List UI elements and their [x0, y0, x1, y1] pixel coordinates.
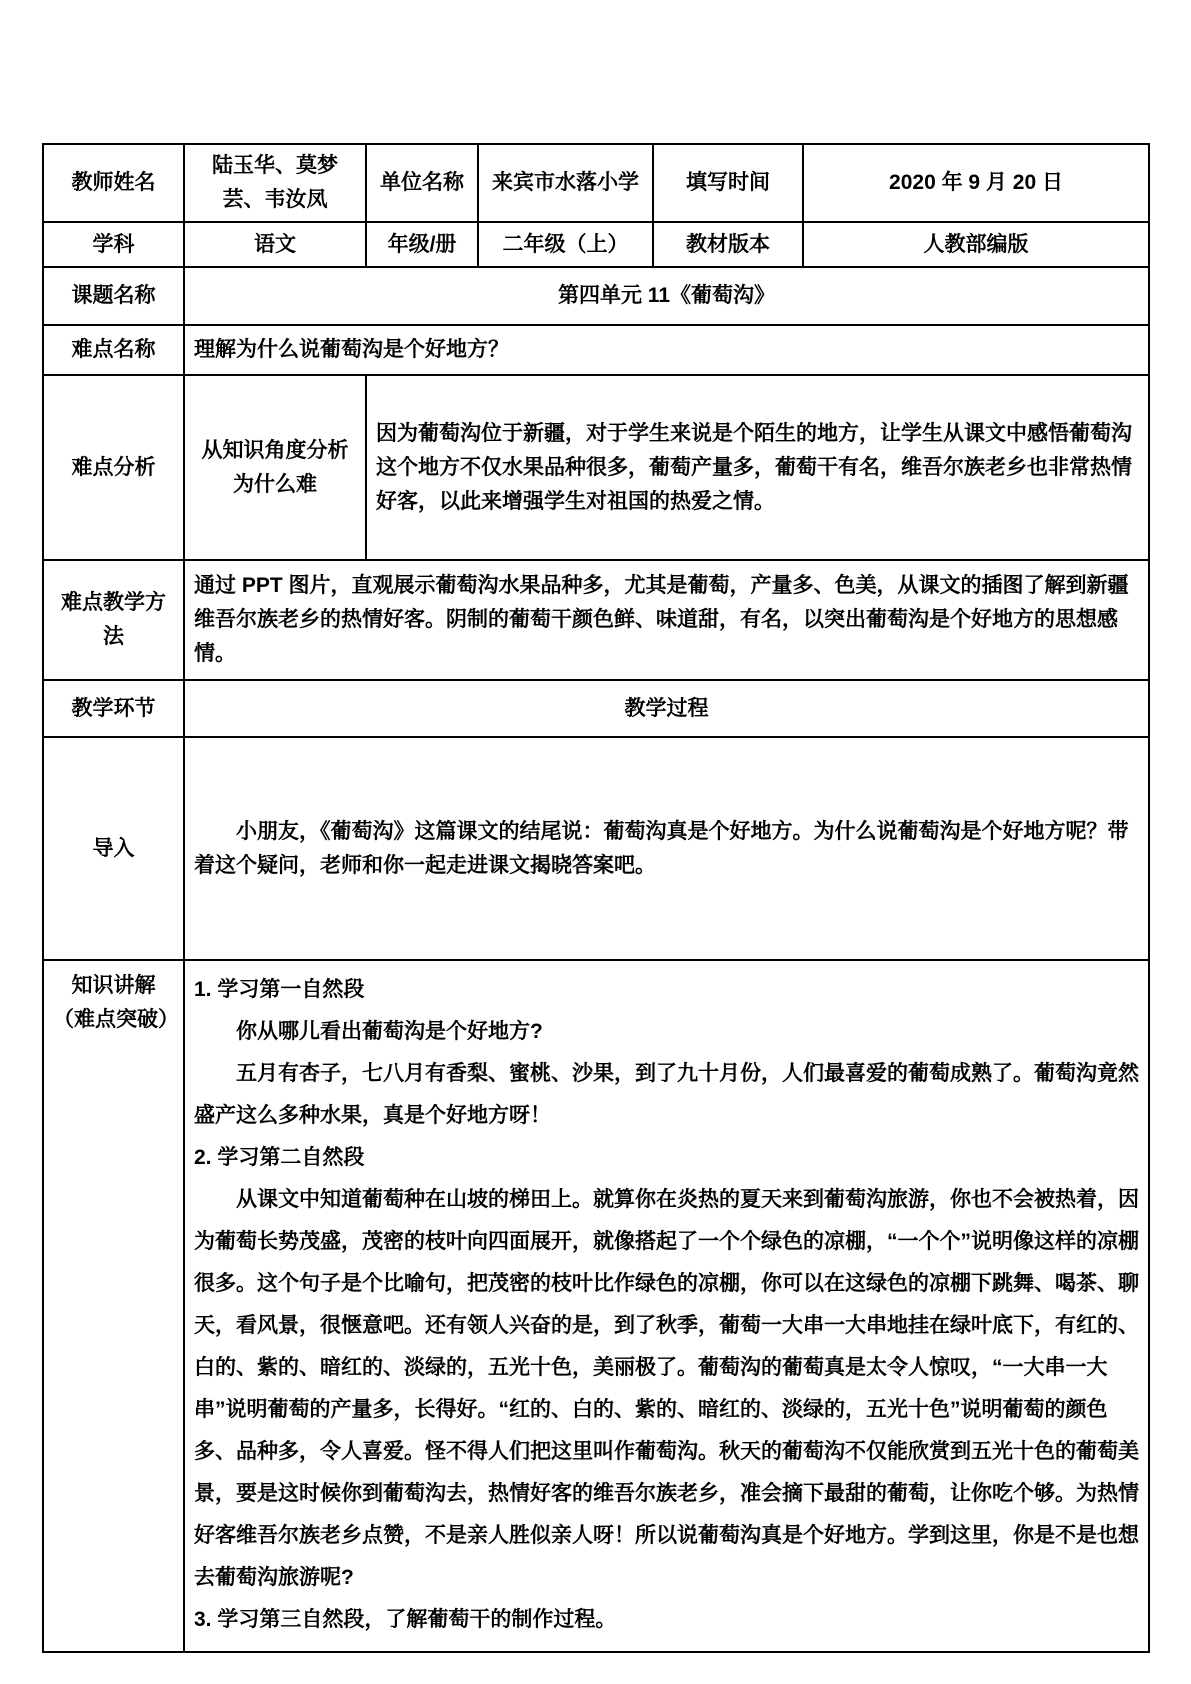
fill-time-value: 2020 年 9 月 20 日: [803, 144, 1149, 222]
knowledge-paragraph-5: 从课文中知道葡萄种在山坡的梯田上。就算你在炎热的夏天来到葡萄沟旅游，你也不会被热着，因为葡萄长势茂盛，茂密的枝叶向四面展开，就像搭起了一个个绿色的凉棚，“一个个”说明像这样的凉棚很多。这个句子是个比喻句，把茂密的枝叶比作绿色的凉棚，你可以在这绿色的凉棚下跳舞、喝茶、聊天，看风景，很惬意吧。还有领人兴奋的是，到了秋季，葡萄一大串一大串地挂在绿叶底下，有红的、白的、紫的、暗红的、淡绿的，五光十色，美丽极了。葡萄沟的葡萄真是太令人惊叹，“一大串一大串”说明葡萄的产量多，长得好。“红的、白的、紫的、暗红的、淡绿的，五光十色”说明葡萄的颜色多、品种多，令人喜爱。怪不得人们把这里叫作葡萄沟。秋天的葡萄沟不仅能欣赏到五光十色的葡萄美景，要是这时候你到葡萄沟去，热情好客的维吾尔族老乡，准会摘下最甜的葡萄，让你吃个够。为热情好客维吾尔族老乡点赞，不是亲人胜似亲人呀！所以说葡萄沟真是个好地方。学到这里，你是不是也想去葡萄沟旅游呢?: [194, 1188, 1139, 1589]
knowledge-label-line1: 知识讲解: [71, 974, 156, 997]
edition-label: 教材版本: [653, 222, 803, 267]
edition-value: 人教部编版: [803, 222, 1149, 267]
row-topic: [43, 267, 1149, 325]
knowledge-paragraph-6: 3. 学习第三自然段，了解葡萄干的制作过程。: [194, 1608, 617, 1631]
knowledge-label-line2: （难点突破）: [53, 1008, 179, 1031]
grade-label: 年级/册: [366, 222, 478, 267]
row-teaching-stage: [43, 680, 1149, 737]
knowledge-paragraph-4: 2. 学习第二自然段: [194, 1146, 365, 1169]
subject-value: 语文: [184, 222, 366, 267]
intro-paragraph: 小朋友，《葡萄沟》这篇课文的结尾说：葡萄沟真是个好地方。为什么说葡萄沟是个好地方呢？带着这个疑问，老师和你一起走进课文揭晓答案吧。: [194, 819, 1129, 877]
knowledge-label: [43, 960, 184, 1652]
unit-name-value: 来宾市水落小学: [478, 144, 653, 222]
difficulty-analysis-aspect: 从知识角度分析为什么难: [184, 375, 366, 560]
row-difficulty-method: [43, 560, 1149, 680]
row-knowledge: [43, 960, 1149, 1652]
intro-label: 导入: [43, 737, 184, 960]
grade-value: 二年级（上）: [478, 222, 653, 267]
row-difficulty-analysis: [43, 375, 1149, 560]
row-difficulty-name: [43, 325, 1149, 375]
difficulty-name-value: 理解为什么说葡萄沟是个好地方？: [184, 325, 1149, 375]
subject-label: 学科: [43, 222, 184, 267]
row-subject-info: [43, 222, 1149, 267]
row-teacher-info: [43, 144, 1149, 222]
knowledge-paragraph-2: 你从哪儿看出葡萄沟是个好地方?: [236, 1020, 543, 1043]
lesson-plan-table: [42, 143, 1150, 1653]
knowledge-paragraph-1: 1. 学习第一自然段: [194, 978, 365, 1001]
knowledge-content: [184, 960, 1149, 1652]
teacher-name-label: 教师姓名: [43, 144, 184, 222]
topic-label: 课题名称: [43, 267, 184, 325]
teacher-name-value: 陆玉华、莫梦芸、韦汝凤: [184, 144, 366, 222]
row-intro: [43, 737, 1149, 960]
intro-content: [184, 737, 1149, 960]
topic-value: 第四单元 11《葡萄沟》: [184, 267, 1149, 325]
unit-name-label: 单位名称: [366, 144, 478, 222]
lesson-plan-document: [42, 143, 1150, 1653]
teaching-stage-label: 教学环节: [43, 680, 184, 737]
difficulty-method-label: 难点教学方法: [43, 560, 184, 680]
teaching-process-value: 教学过程: [184, 680, 1149, 737]
difficulty-analysis-content: 因为葡萄沟位于新疆，对于学生来说是个陌生的地方，让学生从课文中感悟葡萄沟这个地方不仅水果品种很多，葡萄产量多，葡萄干有名，维吾尔族老乡也非常热情好客，以此来增强学生对祖国的热爱之情。: [366, 375, 1149, 560]
fill-time-label: 填写时间: [653, 144, 803, 222]
difficulty-method-content: 通过 PPT 图片，直观展示葡萄沟水果品种多，尤其是葡萄，产量多、色美，从课文的插图了解到新疆维吾尔族老乡的热情好客。阴制的葡萄干颜色鲜、味道甜，有名，以突出葡萄沟是个好地方的思想感情。: [184, 560, 1149, 680]
knowledge-paragraph-3: 五月有杏子，七八月有香梨、蜜桃、沙果，到了九十月份，人们最喜爱的葡萄成熟了。葡萄沟竟然盛产这么多种水果，真是个好地方呀！: [194, 1062, 1139, 1127]
difficulty-analysis-label: 难点分析: [43, 375, 184, 560]
difficulty-name-label: 难点名称: [43, 325, 184, 375]
